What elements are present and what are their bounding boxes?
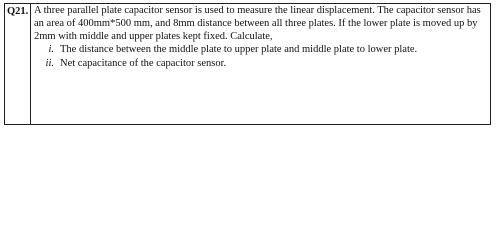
sub-question-marker: ii. <box>45 58 54 70</box>
sub-question-marker: i. <box>48 44 54 56</box>
sub-question-text: The distance between the middle plate to upper plate and middle plate to lower plate. <box>60 44 418 56</box>
sub-question <box>34 44 486 57</box>
question-number: Q21. <box>5 4 31 124</box>
question-stem: A three parallel plate capacitor sensor is used to measure the linear displacement. The capacitor sensor has an area of 400mm*500 mm, and 8mm distance between all three plates. If the lower plate is moved up by 2mm with middle and upper plates kept fixed. Calculate, <box>34 5 481 42</box>
sub-question <box>34 58 486 71</box>
sub-question-list <box>34 44 486 71</box>
question-body <box>31 4 490 124</box>
question-table <box>4 3 491 125</box>
sub-question-text: Net capacitance of the capacitor sensor. <box>60 58 227 70</box>
